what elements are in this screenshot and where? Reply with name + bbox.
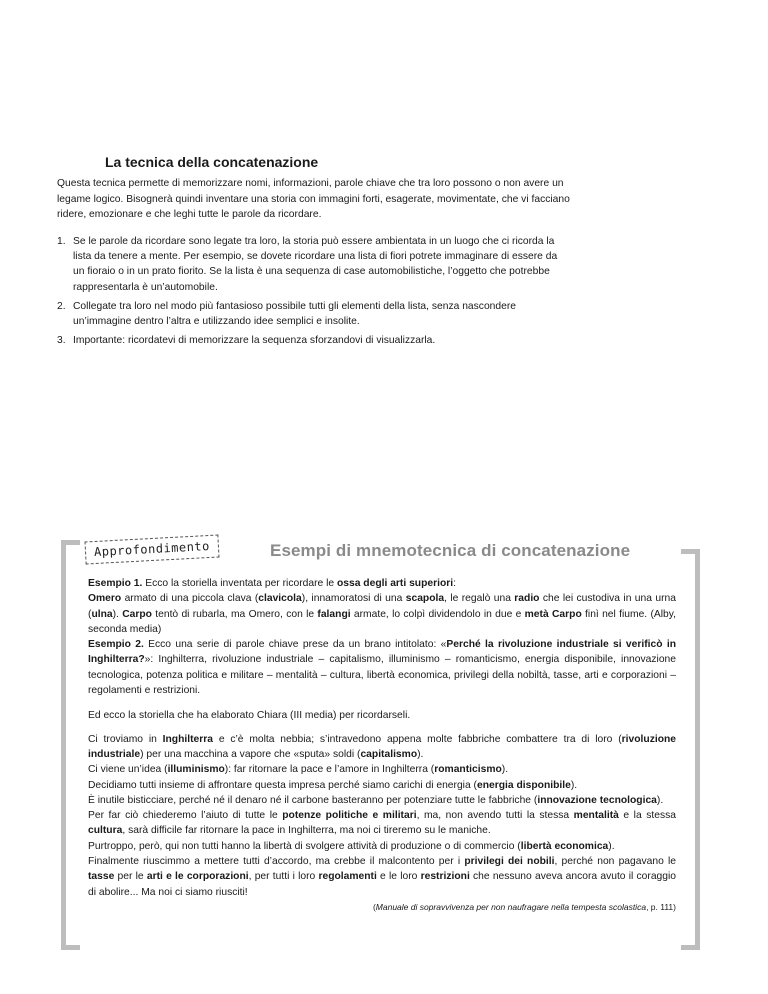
source-citation: (Manuale di sopravvivenza per non naufragare nella tempesta scolastica, p. 111) xyxy=(372,901,676,912)
story xyxy=(88,732,676,900)
box-bracket-left xyxy=(61,540,80,950)
story-paragraph: Finalmente riuscimmo a mettere tutti d’accordo, ma crebbe il malcontento per i privilegi dei nobili, perché non pagavano le tasse per le arti e le corporazioni, per tutti i loro regolamenti e le loro restrizioni che nessuno aveva ancora avuto il coraggio di abolire... Ma noi ci siamo riusciti! xyxy=(88,856,677,898)
section-title: La tecnica della concatenazione xyxy=(105,154,319,170)
story-paragraph: Ci viene un’idea (illuminismo): far ritornare la pace e l’amore in Inghilterra (romanticismo). xyxy=(88,764,509,776)
story-paragraph: Purtroppo, però, qui non tutti hanno la libertà di svolgere attività di produzione o di commercio (libertà economica). xyxy=(88,840,615,852)
list-item xyxy=(57,234,565,295)
story-paragraph: È inutile bisticciare, perché né il denaro né il carbone basteranno per potenziare tutte le fabbriche (innovazione tecnologica). xyxy=(88,794,664,806)
step-text: Collegate tra loro nel modo più fantasioso possibile tutti gli elementi della lista, senza nascondere un’immagine dentro l’altra e utilizzando idee semplici e insolite. xyxy=(73,300,517,328)
story-paragraph: Per far ciò chiederemo l’aiuto di tutte le potenze politiche e militari, ma, non avendo tutti la stessa mentalità e la stessa cultura, sarà difficile far ritornare la pace in Inghilterra, ma noi ci tireremo su le maniche. xyxy=(88,810,676,837)
box-title: Esempi di mnemotecnica di concatenazione xyxy=(270,541,631,560)
story-paragraph: Decidiamo tutti insieme di affrontare questa impresa perché siamo carichi di energia (energia disponibile). xyxy=(88,779,578,791)
approfondimento-tag: Approfondimento xyxy=(84,535,219,565)
list-item xyxy=(57,333,565,348)
list-item xyxy=(57,299,565,329)
steps-list xyxy=(57,234,565,352)
example-2: Esempio 2. Ecco una serie di parole chiave prese da un brano intitolato: «Perché la rivoluzione industriale si verificò in Inghilterra?»: Inghilterra, rivoluzione industriale – capitalismo, illuminismo – romanticismo, energia disponibile, innovazione tecnologica, potenza politica e militare – mentalità – cultura, libertà economica, privilegi della nobiltà, tasse, arti e corporazioni – regolamenti e restrizioni. xyxy=(88,639,676,697)
example-1: Esempio 1. Ecco la storiella inventata per ricordare le ossa degli arti superiori: Omero armato di una piccola clava (clavicola), innamoratosi di una scapola, le regalò una radio che lei custodiva in una urna (ulna). Carpo tentò di rubarla, ma Omero, con le falangi armate, lo colpì dividendolo in due e metà Carpo finì nel fiume. (Alby, seconda media) xyxy=(88,578,677,635)
box-bracket-right xyxy=(681,549,700,950)
step-number: 3. xyxy=(57,335,66,347)
step-text: Importante: ricordatevi di memorizzare la sequenza sforzandovi di visualizzarla. xyxy=(73,335,436,347)
chiara-intro: Ed ecco la storiella che ha elaborato Chiara (III media) per ricordarseli. xyxy=(88,710,411,722)
story-paragraph: Ci troviamo in Inghilterra e c’è molta nebbia; s’intravedono appena molte fabbriche combattere tra di loro (rivoluzione industriale) per una macchina a vapore che «sputa» soldi (capitalismo). xyxy=(88,733,677,760)
box-body xyxy=(88,576,676,914)
intro-paragraph: Questa tecnica permette di memorizzare nomi, informazioni, parole chiave che tra loro possono o non avere un legame logico. Bisognerà quindi inventare una storia con immagini forti, esagerate, movimentate, che vi facciano ridere, emozionare e che leghi tutte le parole da ricordare. xyxy=(57,178,570,220)
step-number: 1. xyxy=(57,236,66,247)
step-number: 2. xyxy=(57,300,66,312)
step-text: Se le parole da ricordare sono legate tra loro, la storia può essere ambientata in un luogo che ci ricorda la lista da tenere a mente. Per esempio, se dovete ricordare una lista di fiori potrete immaginare di essere da un fioraio o in un prato fiorito. Se la lista è una sequenza di case automobilistiche, l’oggetto che potrebbe rappresentarla è un’automobile. xyxy=(73,236,558,293)
